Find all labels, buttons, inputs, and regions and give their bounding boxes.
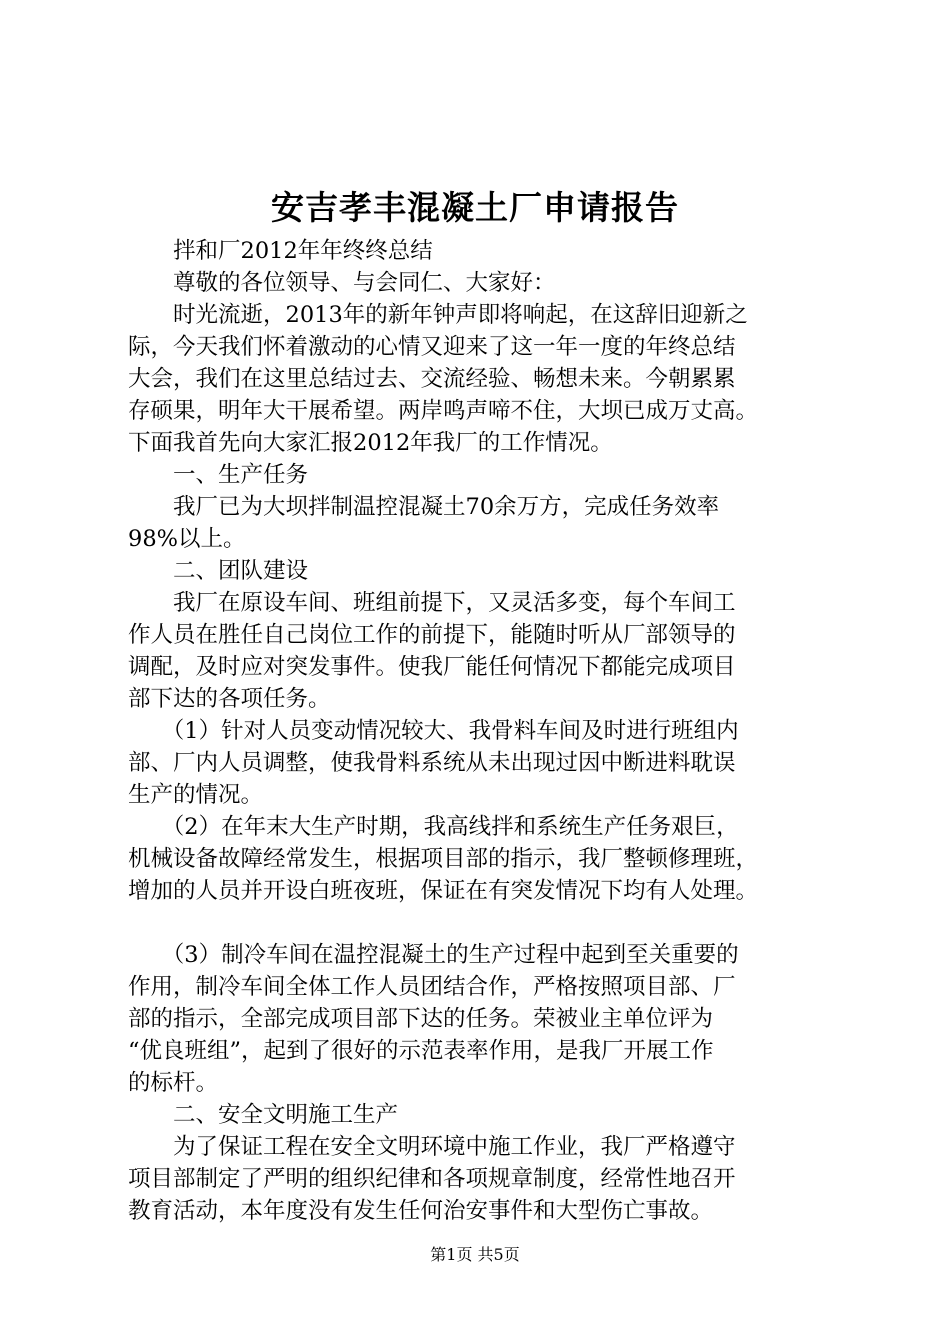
body-line: 生产的情况。 (128, 782, 264, 808)
body-line: 我厂已为大坝拌制温控混凝土70余万方，完成任务效率 (128, 494, 720, 520)
document-title: 安吉孝丰混凝土厂申请报告 (271, 188, 679, 227)
body-line: 的标杆。 (128, 1070, 219, 1096)
body-line: （3）制冷车间在温控混凝土的生产过程中起到至关重要的 (128, 942, 739, 968)
body-line: 下面我首先向大家汇报2012年我厂的工作情况。 (128, 430, 613, 456)
body-line: 教育活动，本年度没有发生任何治安事件和大型伤亡事故。 (128, 1198, 714, 1224)
body-line: 增加的人员并开设白班夜班，保证在有突发情况下均有人处理。 (128, 878, 759, 904)
body-line: 调配，及时应对突发事件。使我厂能任何情况下都能完成项目 (128, 654, 736, 680)
body-line: 为了保证工程在安全文明环境中施工作业，我厂严格遵守 (128, 1134, 736, 1160)
body-line: 拌和厂2012年年终终总结 (128, 238, 433, 264)
body-line: 时光流逝，2013年的新年钟声即将响起，在这辞旧迎新之 (128, 302, 748, 328)
body-line: 尊敬的各位领导、与会同仁、大家好： (128, 270, 556, 296)
body-line: 部的指示，全部完成项目部下达的任务。荣被业主单位评为 (128, 1006, 714, 1032)
body-line: 98%以上。 (128, 526, 246, 552)
body-line: 作人员在胜任自己岗位工作的前提下，能随时听从厂部领导的 (128, 622, 736, 648)
page-footer: 第1页 共5页 (430, 1245, 520, 1264)
body-line: 际，今天我们怀着激动的心情又迎来了这一年一度的年终总结 (128, 334, 736, 360)
body-line: 项目部制定了严明的组织纪律和各项规章制度，经常性地召开 (128, 1166, 736, 1192)
body-line: 作用，制冷车间全体工作人员团结合作，严格按照项目部、厂 (128, 974, 736, 1000)
section-heading: 二、团队建设 (128, 558, 309, 584)
section-heading: 一、生产任务 (128, 462, 309, 488)
body-line: 大会，我们在这里总结过去、交流经验、畅想未来。今朝累累 (128, 366, 736, 392)
body-line: “优良班组”，起到了很好的示范表率作用，是我厂开展工作 (128, 1038, 714, 1064)
body-line: 我厂在原设车间、班组前提下，又灵活多变，每个车间工 (128, 590, 736, 616)
body-line: 机械设备故障经常发生，根据项目部的指示，我厂整顿修理班， (128, 846, 759, 872)
body-line: 部、厂内人员调整，使我骨料系统从未出现过因中断进料耽误 (128, 750, 736, 776)
body-line: 存硕果，明年大干展希望。两岸鸣声啼不住，大坝已成万丈高。 (128, 398, 759, 424)
body-line: （1）针对人员变动情况较大、我骨料车间及时进行班组内 (128, 718, 739, 744)
body-line: （2）在年末大生产时期，我高线拌和系统生产任务艰巨， (128, 814, 739, 840)
section-heading: 二、安全文明施工生产 (128, 1102, 399, 1128)
body-line: 部下达的各项任务。 (128, 686, 331, 712)
